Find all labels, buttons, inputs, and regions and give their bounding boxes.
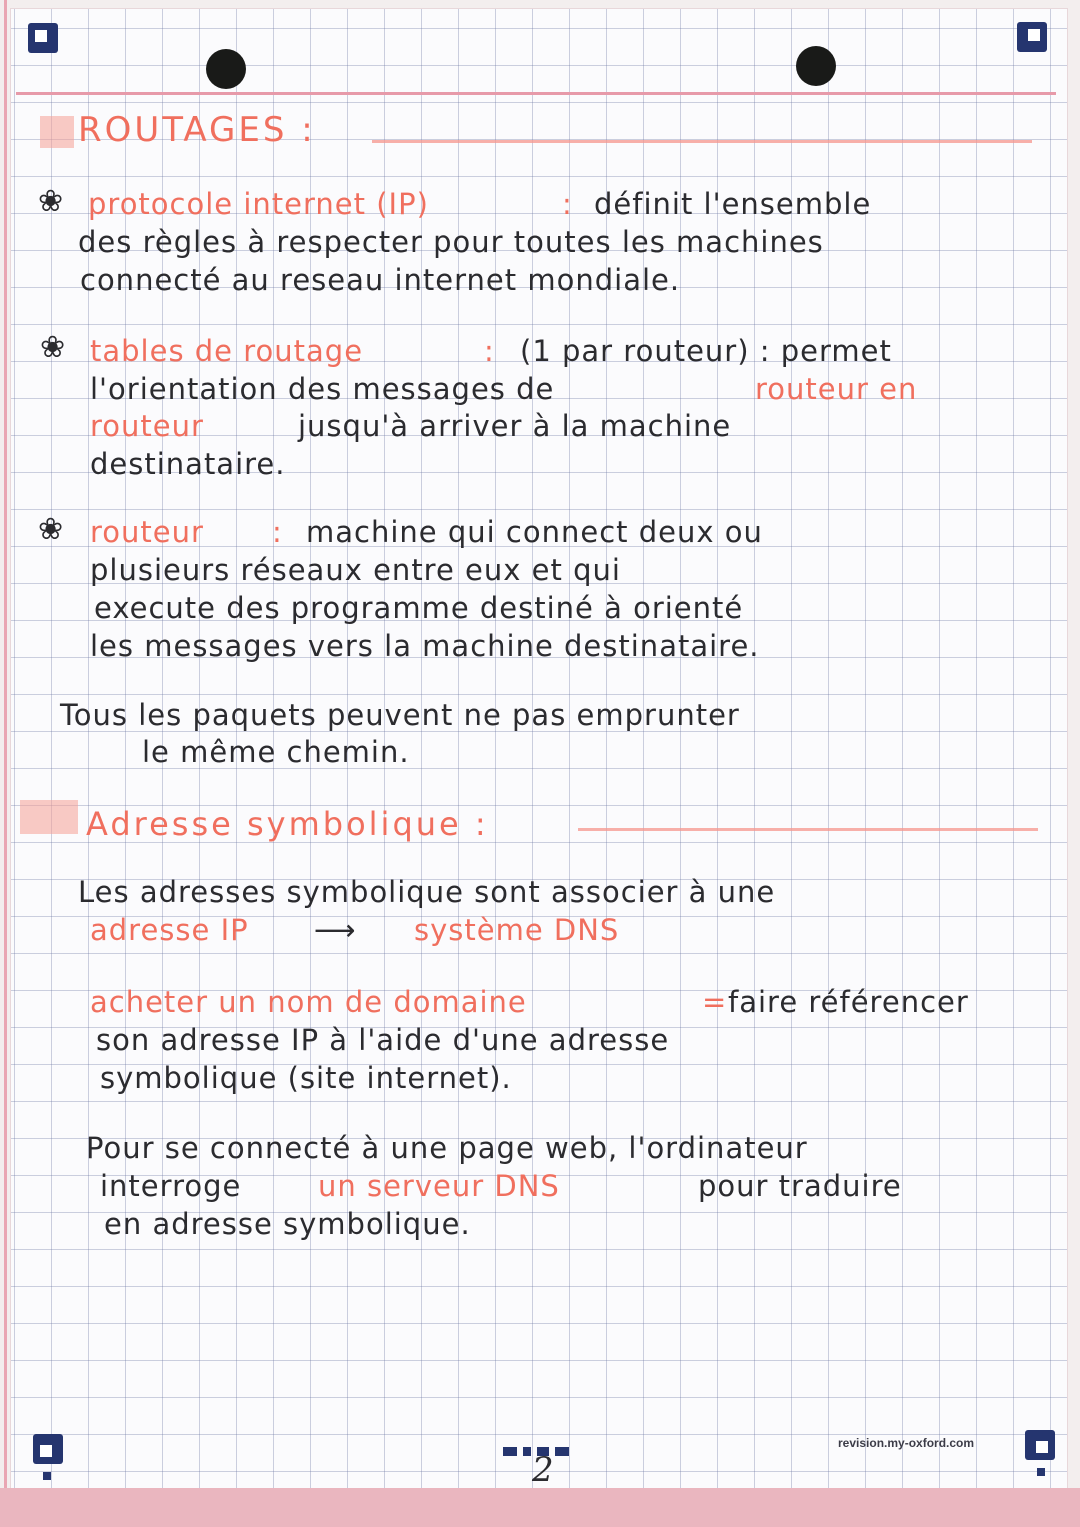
body-line: symbolique (site internet).: [100, 1061, 512, 1095]
corner-marker-icon: [33, 1434, 63, 1464]
term-tables-routage: tables de routage: [90, 334, 364, 368]
definition-pink: routeur en: [755, 372, 918, 406]
term-systeme-dns: système DNS: [414, 913, 620, 947]
page-bottom-band: [0, 1488, 1080, 1527]
heading-underline: [578, 828, 1038, 831]
body-line: son adresse IP à l'aide d'une adresse: [96, 1023, 670, 1057]
definition-line: définit l'ensemble: [594, 187, 872, 221]
marker-tick-icon: [1037, 1468, 1045, 1476]
heading-highlight: [40, 116, 74, 148]
note-line: le même chemin.: [142, 735, 410, 769]
body-line: interroge: [100, 1169, 242, 1203]
term-serveur-dns: un serveur DNS: [318, 1169, 560, 1203]
term-separator: :: [484, 334, 495, 368]
definition-line: jusqu'à arriver à la machine: [298, 409, 732, 443]
definition-line: execute des programme destiné à orienté: [94, 591, 744, 625]
definition-line: connecté au reseau internet mondiale.: [80, 263, 681, 297]
definition-note: (1 par routeur) : permet: [520, 334, 892, 368]
marker-tick-icon: [43, 1472, 51, 1480]
flower-icon: ❀: [38, 184, 64, 219]
top-margin-line: [16, 92, 1056, 95]
corner-marker-icon: [1025, 1430, 1055, 1460]
definition-line: plusieurs réseaux entre eux et qui: [90, 553, 621, 587]
arrow-icon: ⟶: [314, 913, 357, 947]
section-title-routages: ROUTAGES :: [78, 110, 316, 150]
definition-line: destinataire.: [90, 447, 286, 481]
footer-url: revision.my-oxford.com: [838, 1436, 975, 1450]
note-line: Tous les paquets peuvent ne pas emprunter: [60, 698, 740, 732]
flower-icon: ❀: [38, 512, 64, 547]
page-number: 2: [532, 1450, 554, 1490]
term-routeur: routeur: [90, 515, 204, 549]
term-adresse-ip: adresse IP: [90, 913, 249, 947]
term-separator: :: [272, 515, 283, 549]
section-title-adresse: Adresse symbolique :: [86, 805, 489, 843]
flower-icon: ❀: [40, 330, 66, 365]
term-acheter-domaine: acheter un nom de domaine: [90, 985, 527, 1019]
body-line: faire référencer: [728, 985, 969, 1019]
term-separator: :: [562, 187, 573, 221]
definition-line: des règles à respecter pour toutes les machines: [78, 225, 824, 259]
definition-line: l'orientation des messages de: [90, 372, 555, 406]
corner-marker-icon: [1017, 22, 1047, 52]
binder-hole: [796, 46, 836, 86]
term-separator: =: [702, 985, 728, 1019]
corner-marker-icon: [28, 23, 58, 53]
body-line: Les adresses symbolique sont associer à une: [78, 875, 776, 909]
heading-underline: [372, 140, 1032, 143]
definition-pink: routeur: [90, 409, 204, 443]
body-line: Pour se connecté à une page web, l'ordinateur: [86, 1131, 808, 1165]
page-edge-line: [4, 0, 7, 1527]
term-protocole-ip: protocole internet (IP): [88, 187, 429, 221]
body-line: pour traduire: [698, 1169, 902, 1203]
body-line: en adresse symbolique.: [104, 1207, 471, 1241]
definition-line: les messages vers la machine destinataire.: [90, 629, 760, 663]
definition-line: machine qui connect deux ou: [306, 515, 763, 549]
heading-highlight: [20, 800, 78, 834]
binder-hole: [206, 49, 246, 89]
